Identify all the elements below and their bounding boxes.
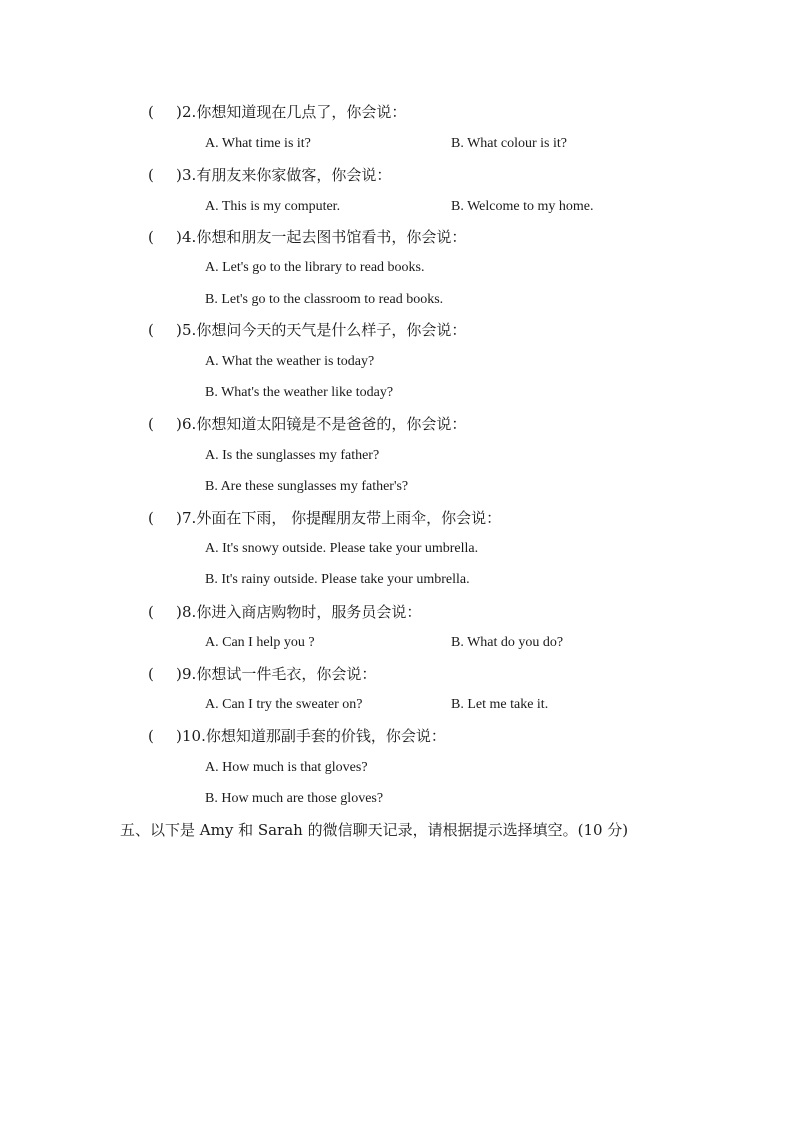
question-6-stem: ( )6.你想知道太阳镜是不是爸爸的，你会说： [148,415,467,433]
question-number: 9 [182,665,192,683]
answer-paren-open: ( [148,166,154,184]
question-10-option-a: A. How much is that gloves? [205,760,368,775]
question-number: 5 [182,321,192,339]
answer-paren-open: ( [148,103,154,121]
question-9-stem: ( )9.你想试一件毛衣，你会说： [148,665,377,683]
question-3-option-b: B. Welcome to my home. [451,199,594,214]
answer-paren-close: ) [176,166,182,184]
question-2-option-b: B. What colour is it? [451,136,567,151]
answer-paren-open: ( [148,509,154,527]
question-5-option-b: B. What's the weather like today? [205,385,394,400]
answer-paren-open: ( [148,321,154,339]
question-text: 外面在下雨， 你提醒朋友带上雨伞，你会说： [196,509,502,527]
question-10-stem: ( )10.你想知道那副手套的价钱，你会说： [148,727,446,745]
section-five-heading: 五、以下是 Amy 和 Sarah 的微信聊天记录，请根据提示选择填空。(10 分) [120,821,629,839]
question-4-stem: ( )4.你想和朋友一起去图书馆看书，你会说： [148,228,467,246]
question-text: 你想试一件毛衣，你会说： [196,665,377,683]
question-number: 4 [182,228,192,246]
answer-paren-close: ) [176,727,182,745]
answer-paren-open: ( [148,415,154,433]
question-7-stem: ( )7.外面在下雨， 你提醒朋友带上雨伞，你会说： [148,509,502,527]
question-6-option-a: A. Is the sunglasses my father? [205,448,380,463]
question-number: 6 [182,415,192,433]
answer-paren-close: ) [176,321,182,339]
question-text: 有朋友来你家做客，你会说： [196,166,392,184]
question-9-option-b: B. Let me take it. [451,697,549,712]
answer-paren-close: ) [176,665,182,683]
question-text: 你想知道太阳镜是不是爸爸的，你会说： [196,415,467,433]
answer-paren-close: ) [176,415,182,433]
question-number: 8 [182,603,192,621]
answer-paren-open: ( [148,603,154,621]
answer-paren-open: ( [148,665,154,683]
question-2-option-a: A. What time is it? [205,136,311,151]
question-number: 7 [182,509,192,527]
question-7-option-a: A. It's snowy outside. Please take your umbrella. [205,541,479,556]
question-7-option-b: B. It's rainy outside. Please take your umbrella. [205,572,470,587]
question-text: 你想和朋友一起去图书馆看书，你会说： [196,228,467,246]
question-text: 你想知道那副手套的价钱，你会说： [205,727,446,745]
question-5-option-a: A. What the weather is today? [205,354,375,369]
question-8-stem: ( )8.你进入商店购物时，服务员会说： [148,603,422,621]
question-number: 3 [182,166,192,184]
answer-paren-close: ) [176,103,182,121]
question-2-stem: ( )2.你想知道现在几点了，你会说： [148,103,407,121]
answer-paren-close: ) [176,228,182,246]
question-3-stem: ( )3.有朋友来你家做客，你会说： [148,166,392,184]
answer-paren-close: ) [176,509,182,527]
question-6-option-b: B. Are these sunglasses my father's? [205,479,409,494]
question-8-option-b: B. What do you do? [451,635,564,650]
answer-paren-open: ( [148,228,154,246]
question-text: 你想问今天的天气是什么样子，你会说： [196,321,467,339]
question-number: 2 [182,103,192,121]
question-10-option-b: B. How much are those gloves? [205,791,384,806]
question-9-option-a: A. Can I try the sweater on? [205,697,363,712]
question-8-option-a: A. Can I help you ? [205,635,315,650]
question-4-option-b: B. Let's go to the classroom to read books. [205,292,444,307]
question-number: 10 [182,727,202,745]
answer-paren-open: ( [148,727,154,745]
answer-paren-close: ) [176,603,182,621]
question-text: 你想知道现在几点了，你会说： [196,103,407,121]
question-3-option-a: A. This is my computer. [205,199,341,214]
question-5-stem: ( )5.你想问今天的天气是什么样子，你会说： [148,321,467,339]
question-text: 你进入商店购物时，服务员会说： [196,603,422,621]
question-4-option-a: A. Let's go to the library to read books. [205,260,425,275]
